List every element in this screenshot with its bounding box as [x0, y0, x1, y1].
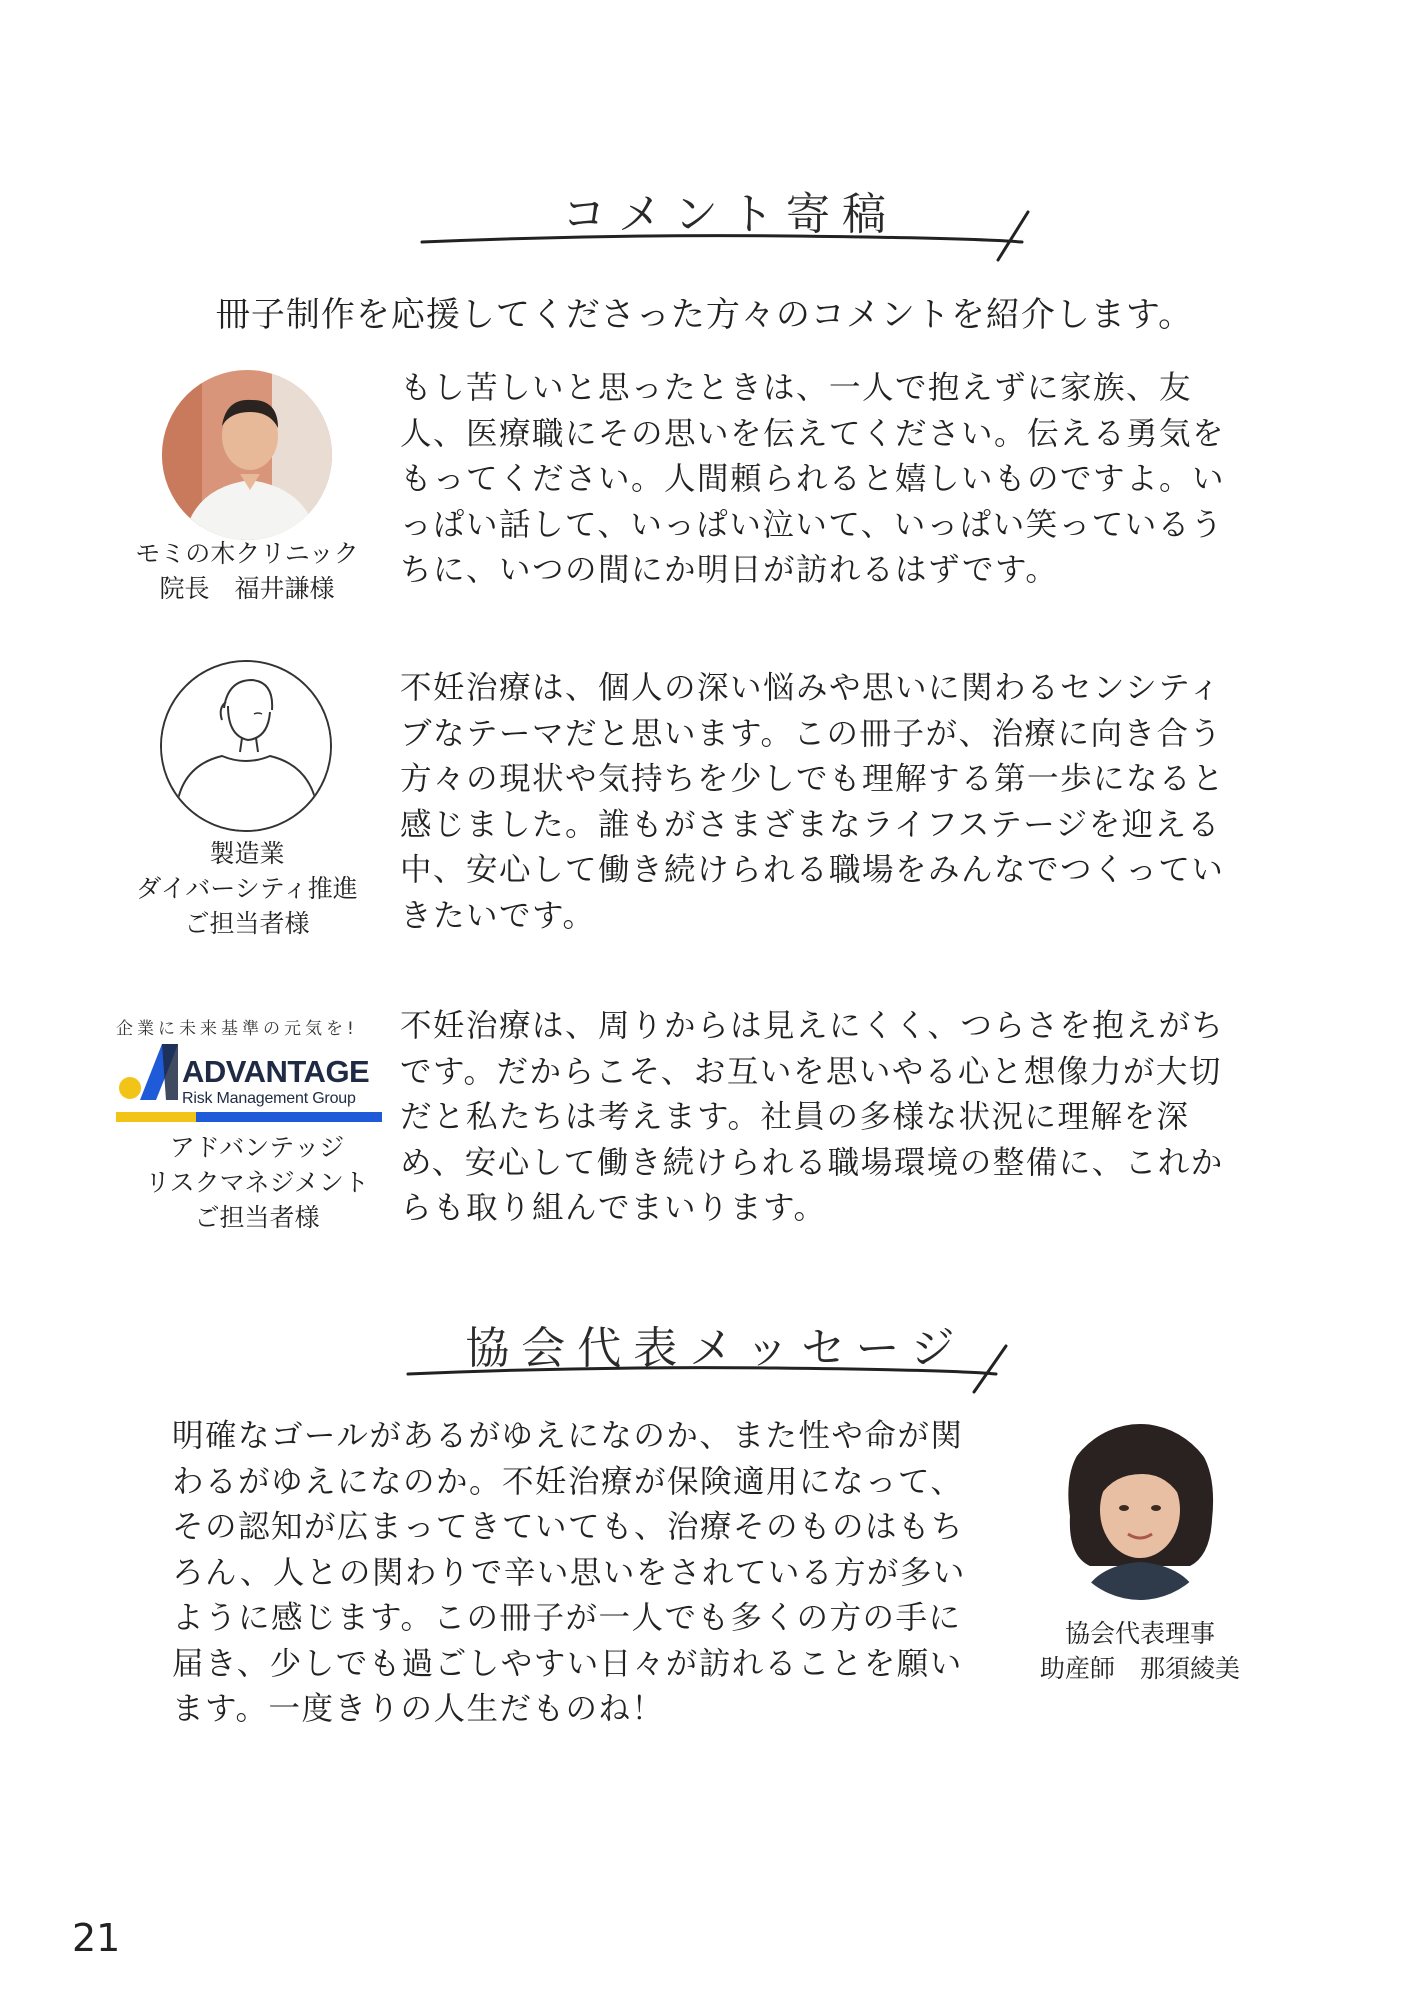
clinic-director-photo [162, 370, 332, 540]
logo-name: ADVANTAGE [182, 1054, 370, 1089]
message-section-title: 協会代表メッセージ [465, 1323, 967, 1374]
logo-subtitle: Risk Management Group [182, 1090, 356, 1107]
page-number: 21 [72, 1916, 121, 1960]
clinic-director-comment: もし苦しいと思ったときは、一人で抱えずに家族、友 人、医療職にその思いを伝えてください。伝える勇気を もってください。人間頼られると嬉しいものですよ。い っぱい話して、いっぱい泣いて、いっぱい笑っているう ちに、いつの間にか明日が訪れるはずです。 [400, 370, 1226, 588]
clinic-director-caption: モミの木クリニック 院長 福井謙様 [135, 539, 359, 603]
comment-section-heading [410, 176, 1050, 266]
representative-caption: 協会代表理事 助産師 那須綾美 [1039, 1619, 1240, 1683]
heading-underline [396, 1306, 1036, 1396]
representative-photo [1050, 1416, 1230, 1604]
message-section-heading [396, 1306, 1036, 1396]
advantage-comment: 不妊治療は、周りからは見えにくく、つらさを抱えがち です。だからこそ、お互いを思いやる心と想像力が大切 だと私たちは考えます。社員の多様な状況に理解を深 め、安心して働き続けられる職場環境の整備に、これか らも取り組んでまいります。 [400, 1008, 1225, 1226]
heading-underline [410, 176, 1050, 266]
advantage-logo [116, 1014, 382, 1130]
logo-tagline: 企業に未来基準の元気を! [116, 1019, 358, 1039]
manufacturer-avatar-illustration [160, 660, 332, 832]
advantage-caption: アドバンテッジ リスクマネジメント ご担当者様 [145, 1133, 369, 1232]
comment-section-title: コメント寄稿 [562, 189, 898, 240]
manufacturer-comment: 不妊治療は、個人の深い悩みや思いに関わるセンシティ ブなテーマだと思います。この冊子が、治療に向き合う 方々の現状や気持ちを少しでも理解する第一歩になると 感じました。誰もがさまざまなライフステージを迎える 中、安心して働き続けられる職場をみんなでつくってい きたいです。 [400, 670, 1226, 934]
manufacturer-caption: 製造業 ダイバーシティ推進 ご担当者様 [136, 839, 358, 938]
comment-section-intro: 冊子制作を応援してくださった方々のコメントを紹介します。 [215, 295, 1194, 335]
representative-message: 明確なゴールがあるがゆえになのか、また性や命が関 わるがゆえになのか。不妊治療が保険適用になって、 その認知が広まってきていても、治療そのものはもち ろん、人との関わりで辛い思いをされている方が多い ように感じます。この冊子が一人でも多くの方の手に 届き、少しでも過ごしやすい日々が訪れることを願い ます。一度きりの人生だものね！ [172, 1418, 966, 1727]
